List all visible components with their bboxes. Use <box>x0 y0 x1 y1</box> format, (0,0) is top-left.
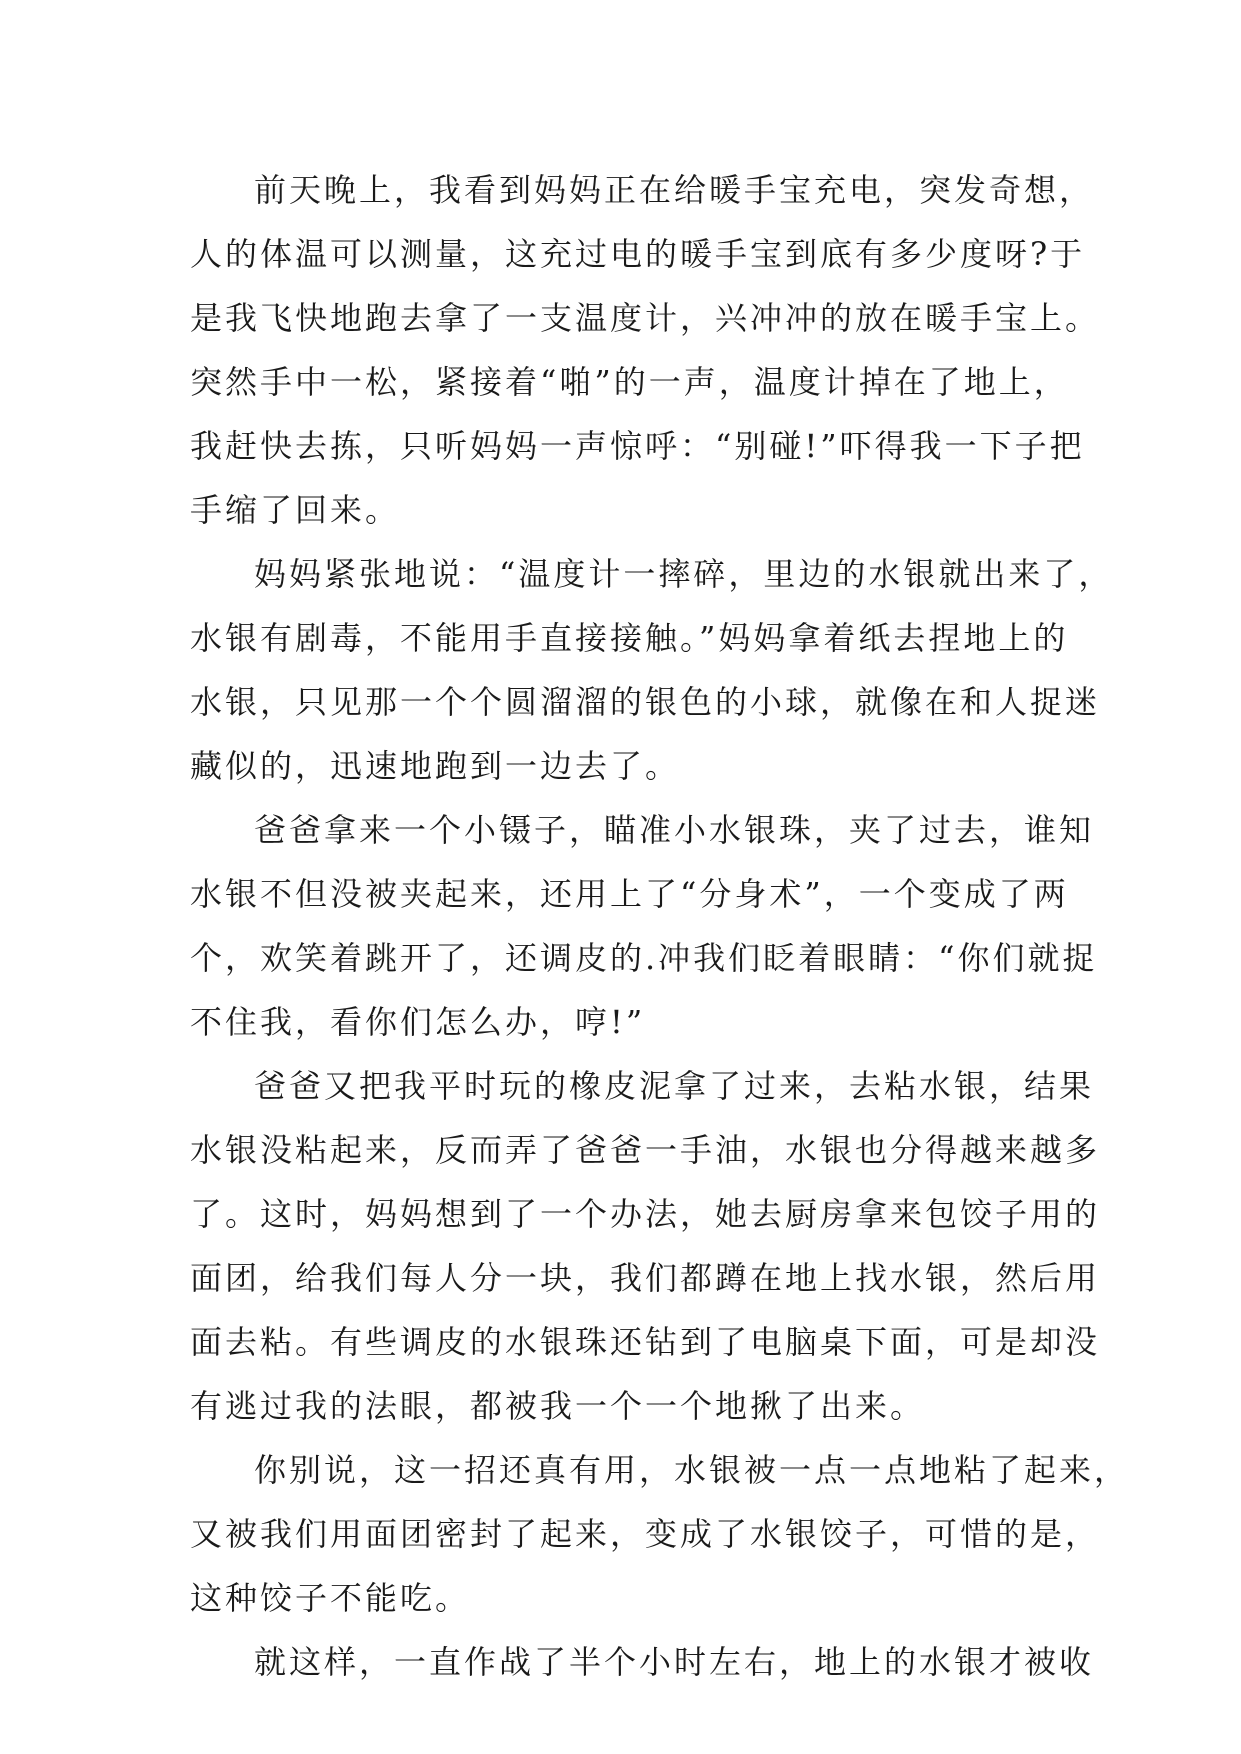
text-line: 有逃过我的法眼，都被我一个一个地揪了出来。 <box>190 1387 926 1425</box>
text-line: 就这样，一直作战了半个小时左右，地上的水银才被收 <box>254 1643 1095 1681</box>
text-line: 人的体温可以测量，这充过电的暖手宝到底有多少度呀?于 <box>190 235 1086 273</box>
text-line: 水银，只见那一个个圆溜溜的银色的小球，就像在和人捉迷 <box>190 683 1101 721</box>
article-body <box>190 158 1130 1694</box>
text-line: 你别说，这一招还真有用，水银被一点一点地粘了起来， <box>254 1451 1130 1489</box>
text-line: 爸爸又把我平时玩的橡皮泥拿了过来，去粘水银，结果 <box>254 1067 1095 1105</box>
text-line: 面团，给我们每人分一块，我们都蹲在地上找水银，然后用 <box>190 1259 1101 1297</box>
text-line: 妈妈紧张地说：“温度计一摔碎，里边的水银就出来了， <box>254 555 1114 593</box>
text-line: 前天晚上，我看到妈妈正在给暖手宝充电，突发奇想， <box>254 171 1095 209</box>
text-line: 水银有剧毒，不能用手直接接触。”妈妈拿着纸去捏地上的 <box>190 619 1069 657</box>
text-line: 这种饺子不能吃。 <box>190 1579 471 1617</box>
text-line: 水银没粘起来，反而弄了爸爸一手油，水银也分得越来越多 <box>190 1131 1101 1169</box>
text-line: 是我飞快地跑去拿了一支温度计，兴冲冲的放在暖手宝上。 <box>190 299 1101 337</box>
text-line: 不住我，看你们怎么办，哼!” <box>190 1003 646 1041</box>
text-line: 手缩了回来。 <box>190 491 401 529</box>
text-line: 藏似的，迅速地跑到一边去了。 <box>190 747 681 785</box>
text-line: 我赶快去拣，只听妈妈一声惊呼：“别碰!”吓得我一下子把 <box>190 427 1085 465</box>
text-line: 个，欢笑着跳开了，还调皮的.冲我们眨着眼睛：“你们就捉 <box>190 939 1098 977</box>
text-line: 水银不但没被夹起来，还用上了“分身术”，一个变成了两 <box>190 875 1069 913</box>
text-line: 面去粘。有些调皮的水银珠还钻到了电脑桌下面，可是却没 <box>190 1323 1101 1361</box>
text-line: 爸爸拿来一个小镊子，瞄准小水银珠，夹了过去，谁知 <box>254 811 1095 849</box>
text-line: 突然手中一松，紧接着“啪”的一声，温度计掉在了地上， <box>190 363 1069 401</box>
text-line: 又被我们用面团密封了起来，变成了水银饺子，可惜的是， <box>190 1515 1101 1553</box>
text-line: 了。这时，妈妈想到了一个办法，她去厨房拿来包饺子用的 <box>190 1195 1101 1233</box>
